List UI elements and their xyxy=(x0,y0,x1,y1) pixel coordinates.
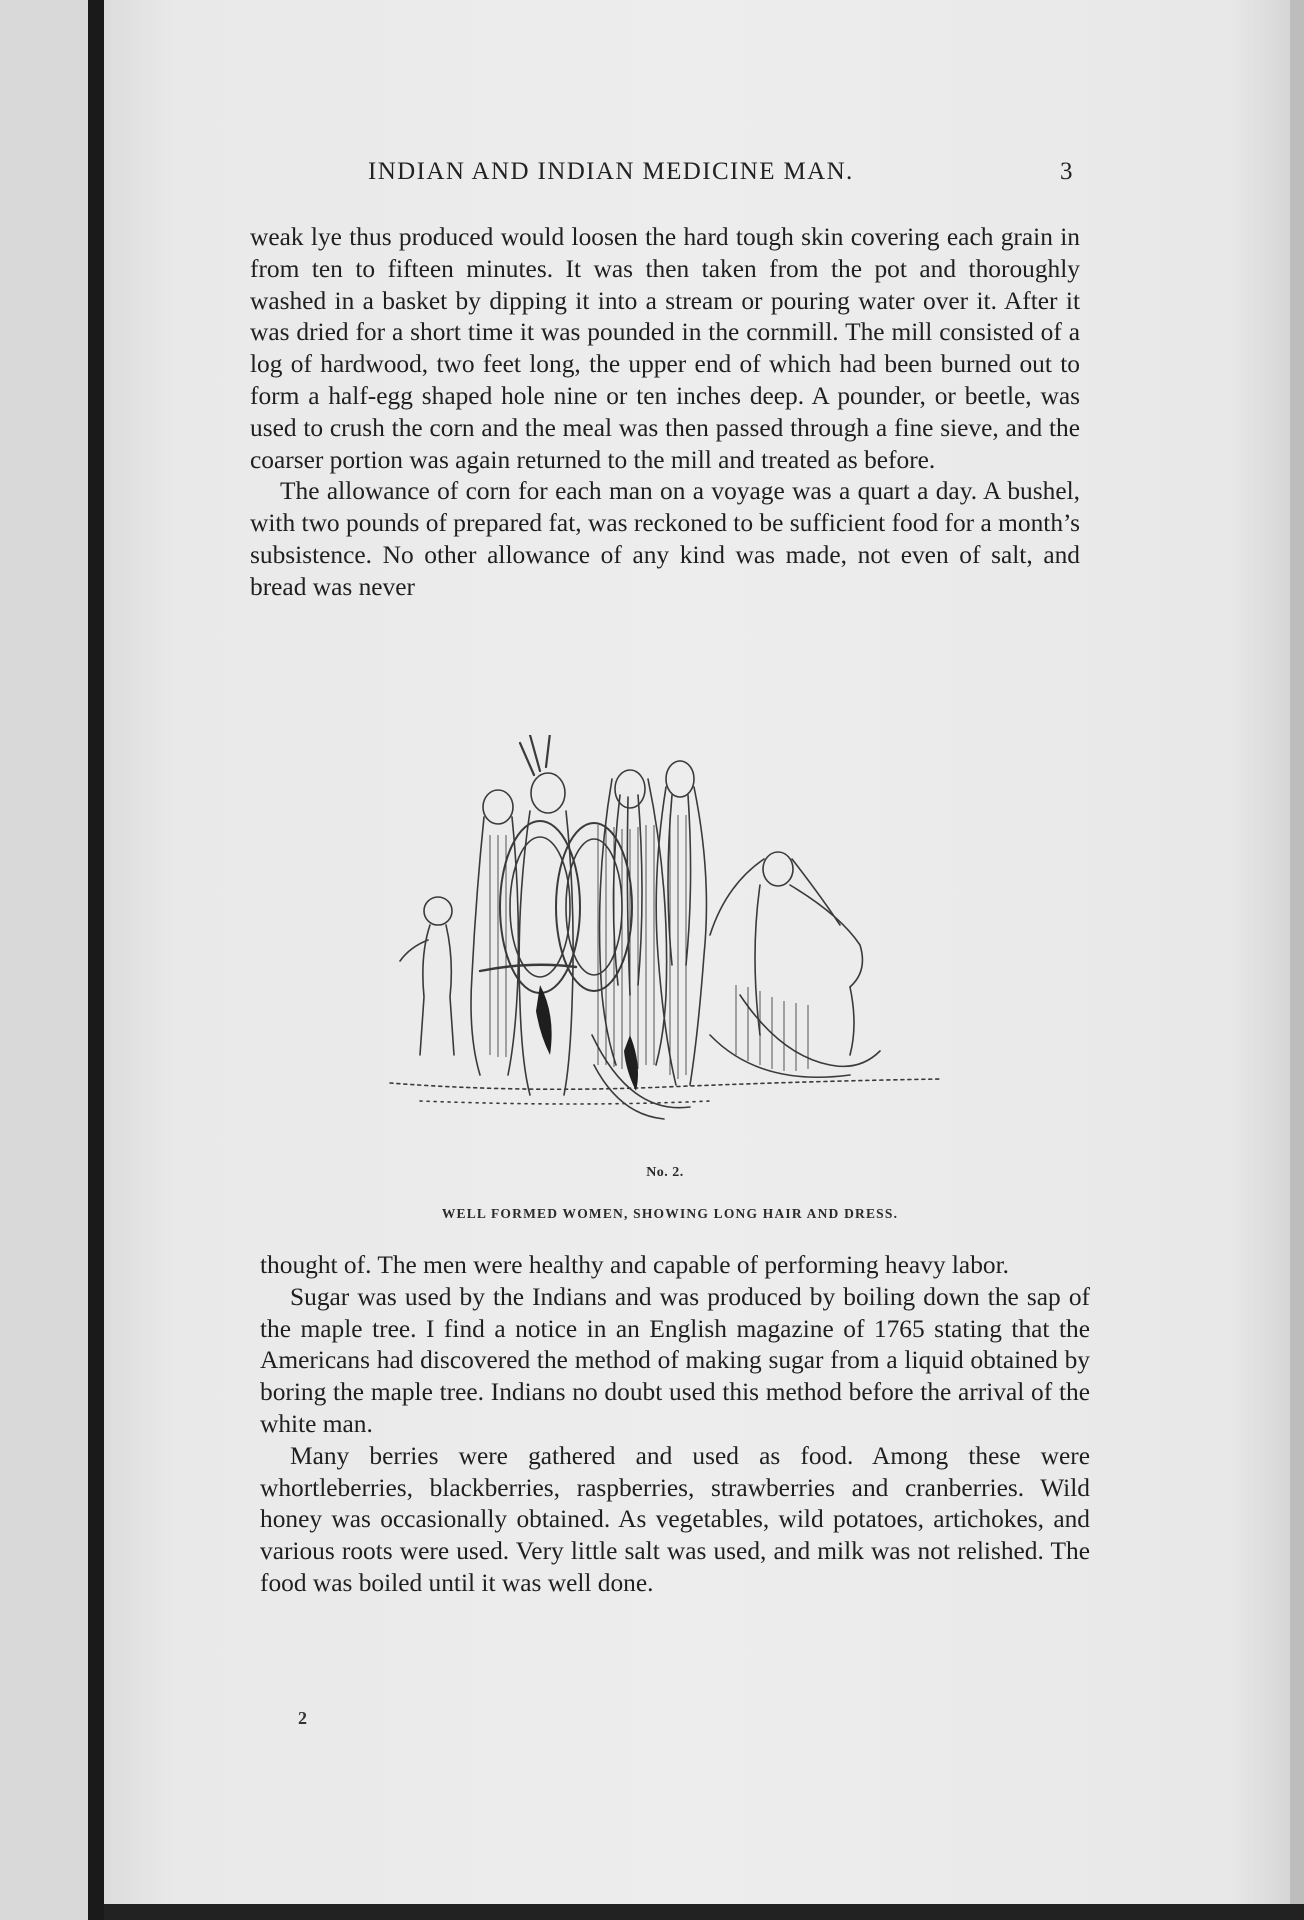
page-right-edge xyxy=(1290,0,1304,1920)
body-text-top xyxy=(250,222,1080,604)
running-title: INDIAN AND INDIAN MEDICINE MAN. xyxy=(368,158,854,185)
facing-page-edge xyxy=(0,0,88,1920)
figure-caption: WELL FORMED WOMEN, SHOWING LONG HAIR AND DRESS. xyxy=(441,1206,899,1221)
signature-mark: 2 xyxy=(298,1708,307,1728)
page-number: 3 xyxy=(1060,158,1073,185)
paragraph: thought of. The men were healthy and capable of performing heavy labor. xyxy=(260,1251,1009,1279)
paragraph: weak lye thus produced would loosen the hard tough skin covering each grain in from ten to fifteen minutes. It was then taken from the pot and thoroughly washed in a basket by dipping it into a stream or pouring water over it. After it was dried for a short time it was pounded in the cornmill. The mill consisted of a log of hardwood, two feet long, the upper end of which had been burned out to form a half-egg shaped hole nine or ten inches deep. A pounder, or beetle, was used to crush the corn and the meal was then passed through a fine sieve, and the coarser portion was again returned to the mill and treated as before. xyxy=(250,223,1080,474)
figure-number: No. 2. xyxy=(646,1165,684,1180)
paragraph: Sugar was used by the Indians and was produced by boiling down the sap of the maple tree. I find a notice in an English magazine of 1765 stating that the Americans had discovered the method of making sugar from a liquid obtained by boring the maple tree. Indians no doubt used this method before the arrival of the white man. xyxy=(260,1282,1090,1438)
page-bottom-edge xyxy=(104,1904,1304,1920)
women-figures-engraving xyxy=(380,735,950,1125)
book-gutter xyxy=(88,0,104,1920)
engraving-illustration xyxy=(380,735,950,1125)
paragraph: Many berries were gathered and used as food. Among these were whortleberries, blackberries, raspberries, strawberries and cranberries. Wild honey was occasionally obtained. As vegetables, wild potatoes, artichokes, and various roots were used. Very little salt was used, and milk was not relished. The food was boiled until it was well done. xyxy=(260,1441,1090,1597)
body-text-bottom xyxy=(260,1250,1090,1600)
paragraph: The allowance of corn for each man on a voyage was a quart a day. A bushel, with two pounds of prepared fat, was reckoned to be sufficient food for a month’s subsistence. No other allowance of any kind was made, not even of salt, and bread was never xyxy=(250,477,1080,601)
